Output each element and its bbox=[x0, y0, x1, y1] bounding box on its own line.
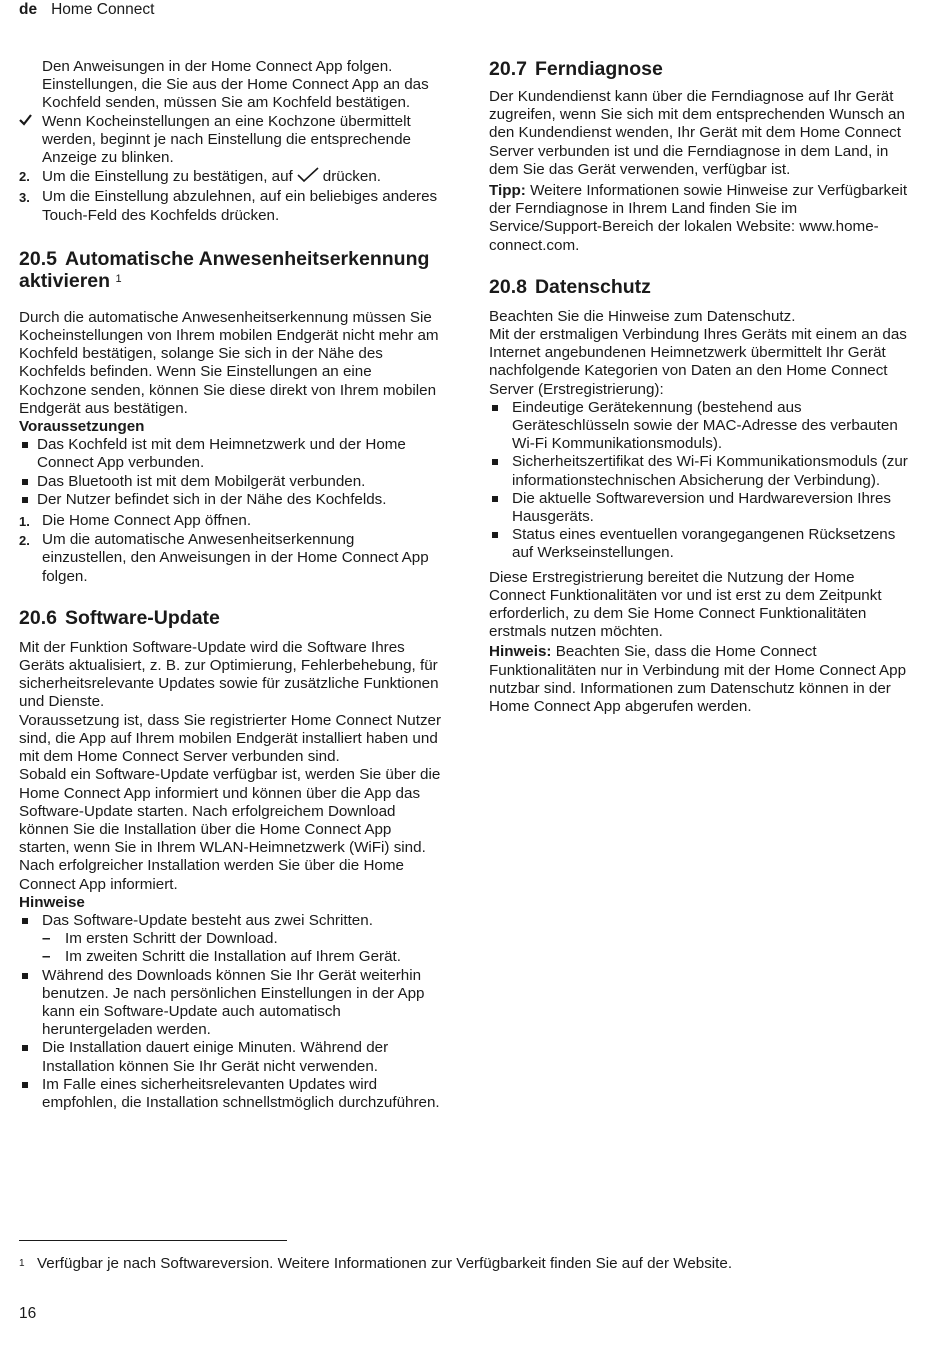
footnote-reference: 1 bbox=[115, 272, 122, 285]
footnote-divider bbox=[19, 1240, 287, 1241]
dash-bullet: – bbox=[42, 930, 51, 948]
check-bullet-icon bbox=[19, 113, 42, 168]
note-paragraph: Hinweis: Beachten Sie, dass die Home Connect Funktionalitäten nur in Verbindung mit der Home Connect App nutzbar sind. Informationen zum Datenschutz können in der Home Connect App abgerufen werden. bbox=[489, 643, 907, 716]
intro-paragraph: Den Anweisungen in der Home Connect App folgen. Einstellungen, die Sie aus der Home Connect App an das Kochfeld senden, müssen Sie am Kochfeld bestätigen. bbox=[42, 58, 429, 112]
section-paragraph: Diese Erstregistrierung bereitet die Nutzung der Home Connect Funktionalitäten vor und ist erst zu dem Zeitpunkt erforderlich, zu dem Sie Home Connect Funktionalitäten erstmals nutzen möchten. bbox=[489, 568, 882, 641]
section-heading-20-6: 20.6 Software-Update bbox=[19, 606, 220, 629]
section-paragraph: Der Kundendienst kann über die Ferndiagnose auf Ihr Gerät zugreifen, wenn Sie sich mit dem entsprechenden Wunsch an den Kundendienst wenden, Ihr Gerät mit dem Home Connect Server verbunden ist und die Ferndiagnose in dem Land, in dem Sie das Gerät verwenden, verfügbar ist. bbox=[489, 88, 905, 178]
square-bullet-icon bbox=[489, 490, 512, 526]
dash-bullet: – bbox=[42, 948, 51, 966]
square-bullet-icon bbox=[19, 473, 37, 491]
footnote bbox=[19, 1254, 919, 1274]
square-bullet-icon bbox=[19, 967, 42, 1040]
tip-paragraph: Tipp: Weitere Informationen sowie Hinweise zur Verfügbarkeit der Ferndiagnose in Ihrem Land finden Sie im Service/Support-Bereich der lokalen Website: www.home-connect.com. bbox=[489, 182, 908, 254]
check-item-text: Wenn Kocheinstellungen an eine Kochzone übermittelt werden, beginnt je nach Einstellung die entsprechende Anzeige zu blinken. bbox=[42, 112, 411, 167]
header-title: Home Connect bbox=[51, 1, 155, 18]
bullet-item: Der Nutzer befindet sich in der Nähe des Kochfelds. bbox=[19, 491, 443, 509]
check-list-item bbox=[19, 113, 443, 168]
step-text-suffix: drücken. bbox=[322, 168, 382, 186]
subheading-notes: Hinweise bbox=[19, 893, 85, 911]
step-text: Um die Einstellung zu bestätigen, auf bbox=[42, 168, 293, 186]
page-number: 16 bbox=[19, 1305, 37, 1322]
bullet-item: Status eines eventuellen vorangegangenen Rücksetzens auf Werkseinstellungen. bbox=[489, 526, 913, 562]
step-item bbox=[19, 167, 443, 188]
note-label: Hinweis: bbox=[489, 643, 552, 661]
bullet-item: Das Software-Update besteht aus zwei Schritten. bbox=[19, 912, 443, 930]
sub-bullet-item: – Im ersten Schritt der Download. bbox=[42, 930, 278, 948]
section-paragraph: Mit der Funktion Software-Update wird die Software Ihres Geräts aktualisiert, z. B. zur Optimierung, Fehlerbehebung, für sicherheitsrelevante Updates sowie für zusätzliche Funktionen und Dienste. bbox=[19, 638, 439, 711]
step-item: 2. Um die automatische Anwesenheitserkennung einzustellen, den Anweisungen in der Home Connect App folgen. bbox=[19, 531, 429, 585]
square-bullet-icon bbox=[489, 399, 512, 454]
section-paragraph: Beachten Sie die Hinweise zum Datenschutz. bbox=[489, 307, 796, 325]
square-bullet-icon bbox=[19, 491, 37, 509]
step-number: 2. bbox=[19, 169, 30, 185]
bullet-item: Eindeutige Gerätekennung (bestehend aus Geräteschlüsseln sowie der MAC-Adresse des verbauten Wi-Fi Kommunikationsmoduls). bbox=[489, 399, 913, 454]
subheading-requirements: Voraussetzungen bbox=[19, 418, 145, 436]
square-bullet-icon bbox=[19, 912, 42, 930]
step-item: 1. Die Home Connect App öffnen. bbox=[19, 512, 252, 530]
page-header bbox=[19, 0, 154, 20]
bullet-item: Das Kochfeld ist mit dem Heimnetzwerk und der Home Connect App verbunden. bbox=[19, 436, 443, 472]
square-bullet-icon bbox=[19, 436, 37, 472]
section-heading-20-7: 20.7 Ferndiagnose bbox=[489, 58, 663, 80]
left-column bbox=[19, 58, 443, 1112]
section-paragraph: Sobald ein Software-Update verfügbar ist, werden Sie über die Home Connect App informiert und können über die App das Software-Update starten. Nach erfolgreichem Download können Sie die Installation über die Home Connect App starten, wenn Sie in Ihrem WLAN-Heimnetzwerk (WiFi) sind. Nach erfolgreicher Installation werden Sie über die Home Connect App informiert. bbox=[19, 766, 441, 893]
step-number: 3. bbox=[19, 190, 30, 206]
footnote-text: Verfügbar je nach Softwareversion. Weitere Informationen zur Verfügbarkeit finden Sie auf der Website. bbox=[37, 1255, 733, 1272]
bullet-item: Sicherheitszertifikat des Wi-Fi Kommunikationsmoduls (zur informationstechnischen Absicherung der Verbindung). bbox=[489, 453, 913, 489]
bullet-item: Im Falle eines sicherheitsrelevanten Updates wird empfohlen, die Installation schnellstmöglich durchzuführen. bbox=[19, 1076, 443, 1112]
square-bullet-icon bbox=[489, 453, 512, 489]
section-paragraph: Mit der erstmaligen Verbindung Ihres Geräts mit einem an das Internet angebundenen Heimnetzwerk übermittelt Ihr Gerät nachfolgende Kategorien von Daten an den Home Connect Server (Erstregistrierung): bbox=[489, 326, 907, 398]
right-column bbox=[489, 58, 913, 716]
section-heading-20-8: 20.8 Datenschutz bbox=[489, 275, 651, 298]
bullet-item: Während des Downloads können Sie Ihr Gerät weiterhin benutzen. Je nach persönlichen Einstellungen in der App kann ein Software-Update auch automatisch heruntergeladen werden. bbox=[19, 967, 443, 1040]
step-item bbox=[19, 188, 443, 224]
section-paragraph: Voraussetzung ist, dass Sie registrierter Home Connect Nutzer sind, die App auf Ihrem mobilen Endgerät installiert haben und mit dem Home Connect Server verbunden sind. bbox=[19, 711, 442, 766]
section-paragraph: Durch die automatische Anwesenheitserkennung müssen Sie Kocheinstellungen von Ihrem mobilen Endgerät nicht mehr am Kochfeld bestätigen, solange Sie sich in der Nähe des Kochfelds befinden. Wenn Sie Einstellungen an eine Kochzone senden, können Sie diese direkt von Ihrem mobilen Endgerät aus bestätigen. bbox=[19, 308, 439, 417]
square-bullet-icon bbox=[19, 1039, 42, 1075]
bullet-item: Die Installation dauert einige Minuten. Während der Installation können Sie Ihr Gerät nicht verwenden. bbox=[19, 1039, 443, 1075]
section-heading-20-5: 20.5 Automatische Anwesenheitserkennung aktivieren $^1$ bbox=[19, 247, 430, 292]
bullet-item: Die aktuelle Softwareversion und Hardwareversion Ihres Hausgeräts. bbox=[489, 490, 913, 526]
step-text: Um die Einstellung abzulehnen, auf ein beliebiges anderes Touch-Feld des Kochfelds drücken. bbox=[42, 188, 438, 224]
bullet-item: Das Bluetooth ist mit dem Mobilgerät verbunden. bbox=[19, 473, 443, 491]
footnote-marker: 1 bbox=[19, 1258, 25, 1269]
square-bullet-icon bbox=[489, 526, 512, 562]
sub-bullet-item: – Im zweiten Schritt die Installation auf Ihrem Gerät. bbox=[42, 948, 401, 966]
square-bullet-icon bbox=[19, 1076, 42, 1112]
checkmark-icon bbox=[297, 167, 319, 188]
language-code: de bbox=[19, 1, 38, 18]
tip-label: Tipp: bbox=[489, 182, 526, 200]
